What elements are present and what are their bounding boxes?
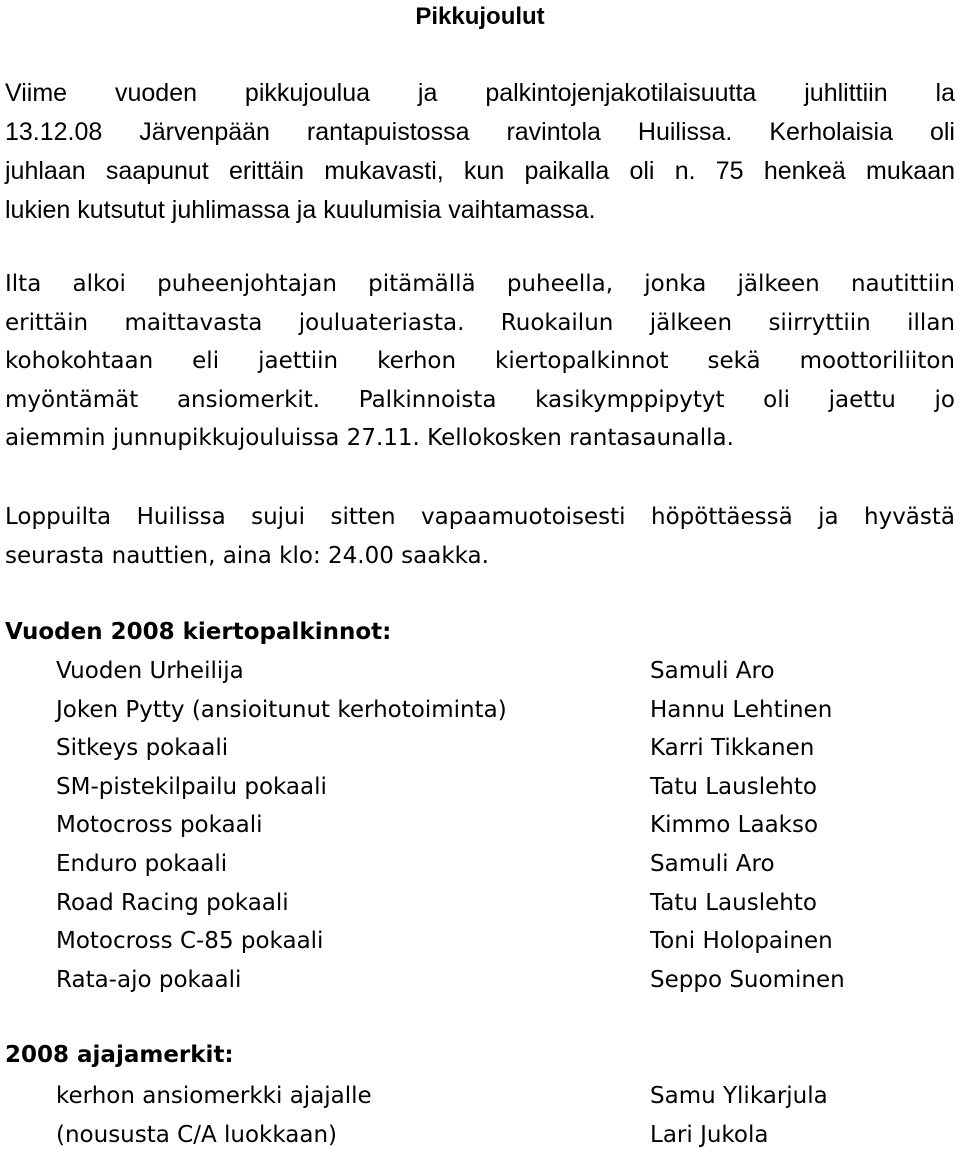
award-name: Sitkeys pokaali: [56, 735, 229, 762]
award-name: Road Racing pokaali: [56, 889, 289, 916]
paragraph-line: kohokohtaan eli jaettiin kerhon kiertopalkinnot sekä moottoriliiton: [5, 348, 955, 374]
award-winner: Samuli Aro: [650, 850, 775, 877]
awards-list: [56, 652, 956, 999]
list-item: [56, 845, 956, 884]
paragraph-line: myöntämät ansiomerkit. Palkinnoista kasikymppipytyt oli jaettu jo: [5, 386, 955, 413]
list-item: [56, 1116, 956, 1154]
badge-recipient: Lari Jukola: [650, 1121, 769, 1148]
paragraph-line: juhlaan saapunut erittäin mukavasti, kun paikalla oli n. 75 henkeä mukaan: [5, 157, 955, 185]
award-winner: Toni Holopainen: [650, 928, 833, 955]
paragraph-line: erittäin maittavasta jouluateriasta. Ruokailun jälkeen siirryttiin illan: [5, 309, 955, 336]
intro-paragraph: [5, 74, 955, 230]
award-name: Motocross C-85 pokaali: [56, 928, 324, 955]
awards-heading: Vuoden 2008 kiertopalkinnot:: [5, 619, 392, 645]
list-item: [56, 691, 956, 730]
evening-paragraph: [5, 265, 955, 458]
award-winner: Tatu Lauslehto: [650, 889, 817, 916]
paragraph-line: Viime vuoden pikkujoulua ja palkintojenjakotilaisuutta juhlittiin la: [5, 79, 955, 107]
award-name: Enduro pokaali: [56, 850, 228, 877]
list-item: [56, 922, 956, 961]
award-name: SM-pistekilpailu pokaali: [56, 773, 327, 800]
badge-name: kerhon ansiomerkki ajajalle: [56, 1083, 372, 1109]
list-item: [56, 806, 956, 845]
list-item: [56, 884, 956, 923]
award-winner: Kimmo Laakso: [650, 812, 819, 839]
award-name: Motocross pokaali: [56, 812, 263, 839]
paragraph-line: 13.12.08 Järvenpään rantapuistossa ravintola Huilissa. Kerholaisia oli: [5, 118, 955, 146]
badges-heading: 2008 ajajamerkit:: [5, 1042, 234, 1068]
award-name: Joken Pytty (ansioitunut kerhotoiminta): [56, 696, 507, 723]
list-item: [56, 729, 956, 768]
page-title: Pikkujoulut: [415, 3, 545, 30]
paragraph-line: seurasta nauttien, aina klo: 24.00 saakka.: [5, 542, 489, 569]
closing-paragraph: [5, 498, 955, 575]
award-name: Vuoden Urheilija: [56, 658, 244, 684]
list-item: [56, 652, 956, 691]
paragraph-line: Ilta alkoi puheenjohtajan pitämällä puheella, jonka jälkeen nautittiin: [5, 271, 955, 297]
award-winner: Samuli Aro: [650, 658, 775, 684]
award-name: Rata-ajo pokaali: [56, 966, 242, 993]
list-item: [56, 961, 956, 1000]
award-winner: Tatu Lauslehto: [650, 773, 817, 800]
paragraph-line: aiemmin junnupikkujouluissa 27.11. Kellokosken rantasaunalla.: [5, 425, 734, 451]
badge-name: (noususta C/A luokkaan): [56, 1121, 338, 1148]
paragraph-line: Loppuilta Huilissa sujui sitten vapaamuotoisesti höpöttäessä ja hyvästä: [5, 504, 955, 530]
badge-recipient: Samu Ylikarjula: [650, 1083, 828, 1109]
award-winner: Hannu Lehtinen: [650, 696, 833, 723]
badges-list: [56, 1077, 956, 1154]
award-winner: Karri Tikkanen: [650, 735, 815, 762]
list-item: [56, 1077, 956, 1116]
award-winner: Seppo Suominen: [650, 966, 845, 993]
list-item: [56, 768, 956, 807]
paragraph-line: lukien kutsutut juhlimassa ja kuulumisia vaihtamassa.: [5, 196, 596, 224]
